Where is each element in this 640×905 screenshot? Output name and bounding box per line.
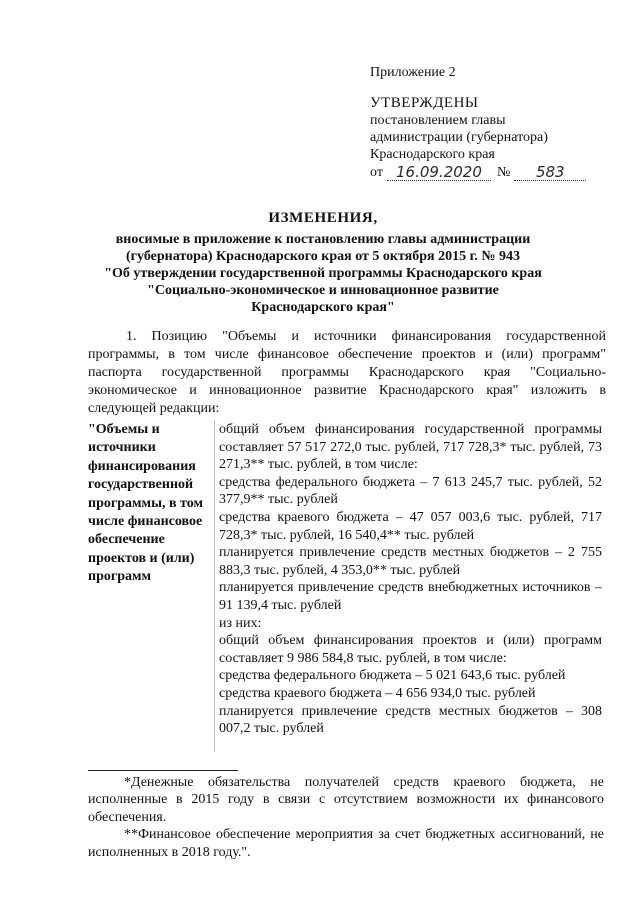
approval-line: Краснодарского края <box>370 147 495 162</box>
intro-paragraph: 1. Позицию "Объемы и источники финансирования государственной программы, в том числе финансовое обеспечение проектов и (или) программ" паспорта государственной программы Краснодарского края "Социально-экономическое и инновационное развитие Краснодарского края" изложить в следующей редакции: <box>88 329 606 416</box>
number-label: № <box>496 165 511 180</box>
funding-item: планируется привлечение средств местных бюджетов – 308 007,2 тыс. рублей <box>219 703 602 737</box>
funding-item: планируется привлечение средств внебюджетных источников – 91 139,4 тыс. рублей <box>219 580 602 613</box>
title-line: вносимые в приложение к постановлению главы администрации <box>115 232 531 247</box>
footnote: *Денежные обязательства получателей средств краевого бюджета, не исполненные в 2015 году в связи с отсутствием возможности их финансового обеспечения. <box>88 775 604 825</box>
funding-item: средства федерального бюджета – 7 613 245,7 тыс. рублей, 52 377,9** тыс. рублей <box>219 474 602 508</box>
funding-item: общий объем финансирования государственной программы составляет 57 517 272,0 тыс. рублей, 717 728,3* тыс. рублей, 73 271,3** тыс. рублей, в том числе: <box>219 422 602 473</box>
funding-item: планируется привлечение средств местных бюджетов – 2 755 883,3 тыс. рублей, 4 353,0** тыс. рублей <box>219 545 602 578</box>
from-label: от <box>370 165 383 180</box>
approval-line: постановлением главы <box>370 113 506 128</box>
funding-item: средства краевого бюджета – 47 057 003,6 тыс. рублей, 717 728,3* тыс. рублей, 16 540,4** тыс. рублей <box>219 509 602 543</box>
approval-block <box>370 64 620 181</box>
title-heading: ИЗМЕНЕНИЯ, <box>268 210 378 226</box>
footnote: **Финансовое обеспечение мероприятия за счет бюджетных ассигнований, не исполненных в 2018 году.". <box>88 827 604 860</box>
title-line: "Социально-экономическое и инновационное развитие <box>147 283 499 298</box>
funding-item: средства краевого бюджета – 4 656 934,0 тыс. рублей <box>219 685 536 701</box>
column-divider <box>214 420 215 752</box>
footnotes <box>88 774 604 861</box>
position-label: "Объемы и источники финансирования государственной программы, в том числе финансовое обеспечение проектов и (или) программ <box>88 422 204 585</box>
title-line: "Об утверждении государственной программы Краснодарского края <box>104 266 542 281</box>
title-line: Краснодарского края" <box>251 300 395 315</box>
document-title <box>78 210 568 316</box>
date-number-row <box>370 164 620 181</box>
funding-item: из них: <box>219 615 262 631</box>
handwritten-date: 16.09.2020 <box>387 164 491 181</box>
funding-item: средства федерального бюджета – 5 021 643,6 тыс. рублей <box>219 668 566 684</box>
title-line: (губернатора) Краснодарского края от 5 октября 2015 г. № 943 <box>126 249 520 264</box>
handwritten-number: 583 <box>514 164 586 181</box>
funding-item: общий объем финансирования проектов и (или) программ составляет 9 986 584,8 тыс. рублей, в том числе: <box>219 633 602 666</box>
approval-line: администрации (губернатора) <box>370 130 548 145</box>
footnote-rule <box>88 770 238 771</box>
funding-details <box>219 421 602 738</box>
appendix-label: Приложение 2 <box>370 65 456 80</box>
approved-heading: УТВЕРЖДЕНЫ <box>370 95 479 111</box>
